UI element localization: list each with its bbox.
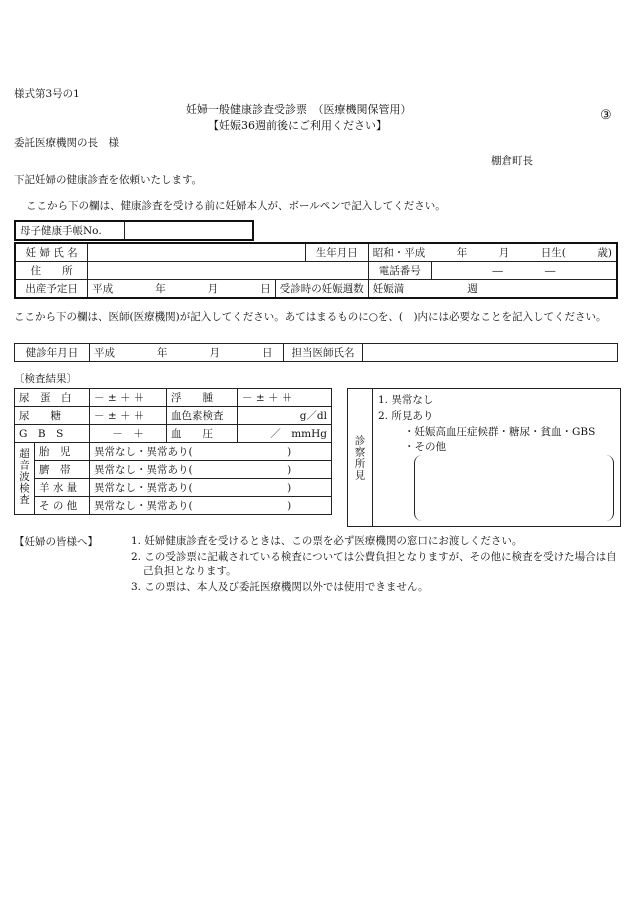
birth-field[interactable]: 昭和・平成 年 月 日生( 歳)	[368, 243, 617, 262]
gbs-label: G B S	[15, 425, 90, 443]
form-subtitle: 【妊娠36週前後にご利用ください】	[208, 119, 387, 132]
table-row	[15, 407, 332, 425]
other-value[interactable]: 異常なし・異常あり( )	[90, 497, 332, 515]
table-row	[15, 443, 332, 461]
boshi-number-field[interactable]	[125, 221, 254, 240]
address-label: 住 所	[15, 262, 88, 280]
note-item-3: 3. この票は、本人及び委託医療機関以外では使用できません。	[131, 581, 429, 593]
notes-list	[131, 534, 619, 596]
notes-heading: 【妊婦の皆様へ】	[14, 536, 98, 548]
findings-sub-2[interactable]: ・その他	[404, 441, 446, 453]
table-row	[15, 461, 332, 479]
findings-label: 診察所見	[348, 389, 373, 526]
findings-box	[347, 388, 621, 527]
findings-item-1[interactable]: 1. 異常なし	[378, 394, 434, 406]
urine-protein-label: 尿 蛋 白	[15, 389, 90, 407]
urine-sugar-label: 尿 糖	[15, 407, 90, 425]
fetus-label: 胎 児	[35, 443, 90, 461]
name-field[interactable]	[88, 243, 306, 262]
boshi-number-label: 母子健康手帳No.	[15, 221, 125, 240]
form-number: 様式第3号の1	[14, 88, 80, 100]
issuer: 棚倉町長	[491, 155, 533, 167]
results-table	[14, 388, 332, 515]
doctor-field[interactable]	[363, 344, 618, 362]
table-row	[15, 497, 332, 515]
ultrasound-label: 超音波検査	[15, 443, 35, 515]
gbs-value[interactable]: － ＋	[90, 425, 167, 443]
address-field[interactable]	[88, 262, 369, 280]
exam-date-field[interactable]: 平成 年 月 日	[90, 344, 284, 362]
results-heading: 〔検査結果〕	[14, 373, 77, 385]
fetus-value[interactable]: 異常なし・異常あり( )	[90, 443, 332, 461]
exam-date-table	[14, 343, 618, 362]
due-date-field[interactable]: 平成 年 月 日	[88, 280, 276, 299]
edema-value[interactable]: － ± ＋ ⧺	[238, 389, 332, 407]
boshi-number-table	[14, 220, 254, 241]
urine-sugar-value[interactable]: － ± ＋ ⧺	[90, 407, 167, 425]
exam-date-label: 健診年月日	[15, 344, 90, 362]
circle-number: ③	[600, 108, 612, 123]
other-label: そ の 他	[35, 497, 90, 515]
amniotic-fluid-value[interactable]: 異常なし・異常あり( )	[90, 479, 332, 497]
edema-label: 浮 腫	[167, 389, 238, 407]
addressee: 委託医療機関の長 様	[14, 137, 119, 149]
table-row	[15, 479, 332, 497]
weeks-field[interactable]: 妊娠満 週	[368, 280, 617, 299]
amniotic-fluid-label: 羊 水 量	[35, 479, 90, 497]
form-title: 妊婦一般健康診査受診票 （医療機関保管用）	[186, 103, 412, 116]
table-row	[15, 425, 332, 443]
table-row	[15, 389, 332, 407]
findings-item-2[interactable]: 2. 所見あり	[378, 410, 434, 422]
phone-field[interactable]: ― ―	[431, 262, 617, 280]
patient-info-table	[14, 242, 618, 299]
blood-pressure-label: 血 圧	[167, 425, 238, 443]
hemoglobin-label: 血色素検査	[167, 407, 238, 425]
umbilical-cord-label: 臍 帯	[35, 461, 90, 479]
umbilical-cord-value[interactable]: 異常なし・異常あり( )	[90, 461, 332, 479]
name-label: 妊 婦 氏 名	[15, 243, 88, 262]
birth-label: 生年月日	[305, 243, 368, 262]
instruction-doctor: ここから下の欄は、医師(医療機関)が記入してください。あてはまるものに○を、( )内には必要なことを記入してください。	[14, 311, 607, 323]
instruction-patient: ここから下の欄は、健康診査を受ける前に妊婦本人が、ボールペンで記入してください。	[26, 200, 446, 212]
due-date-label: 出産予定日	[15, 280, 88, 299]
weeks-label: 受診時の妊娠週数	[275, 280, 368, 299]
blood-pressure-value[interactable]: ／ mmHg	[238, 425, 332, 443]
note-item-2: 2. この受診票に記載されている検査については公費負担となりますが、その他に検査を受けた場合は自己負担となります。	[131, 551, 617, 577]
hemoglobin-value[interactable]: g／dl	[238, 407, 332, 425]
urine-protein-value[interactable]: － ± ＋ ⧺	[90, 389, 167, 407]
doctor-label: 担当医師氏名	[284, 344, 363, 362]
findings-other-bracket[interactable]	[414, 455, 614, 521]
findings-sub-1[interactable]: ・妊娠高血圧症候群・糖尿・貧血・GBS	[404, 426, 596, 438]
request-text: 下記妊婦の健康診査を依頼いたします。	[14, 174, 203, 186]
note-item-1: 1. 妊婦健康診査を受けるときは、この票を必ず医療機関の窓口にお渡しください。	[131, 535, 523, 547]
phone-label: 電話番号	[368, 262, 431, 280]
